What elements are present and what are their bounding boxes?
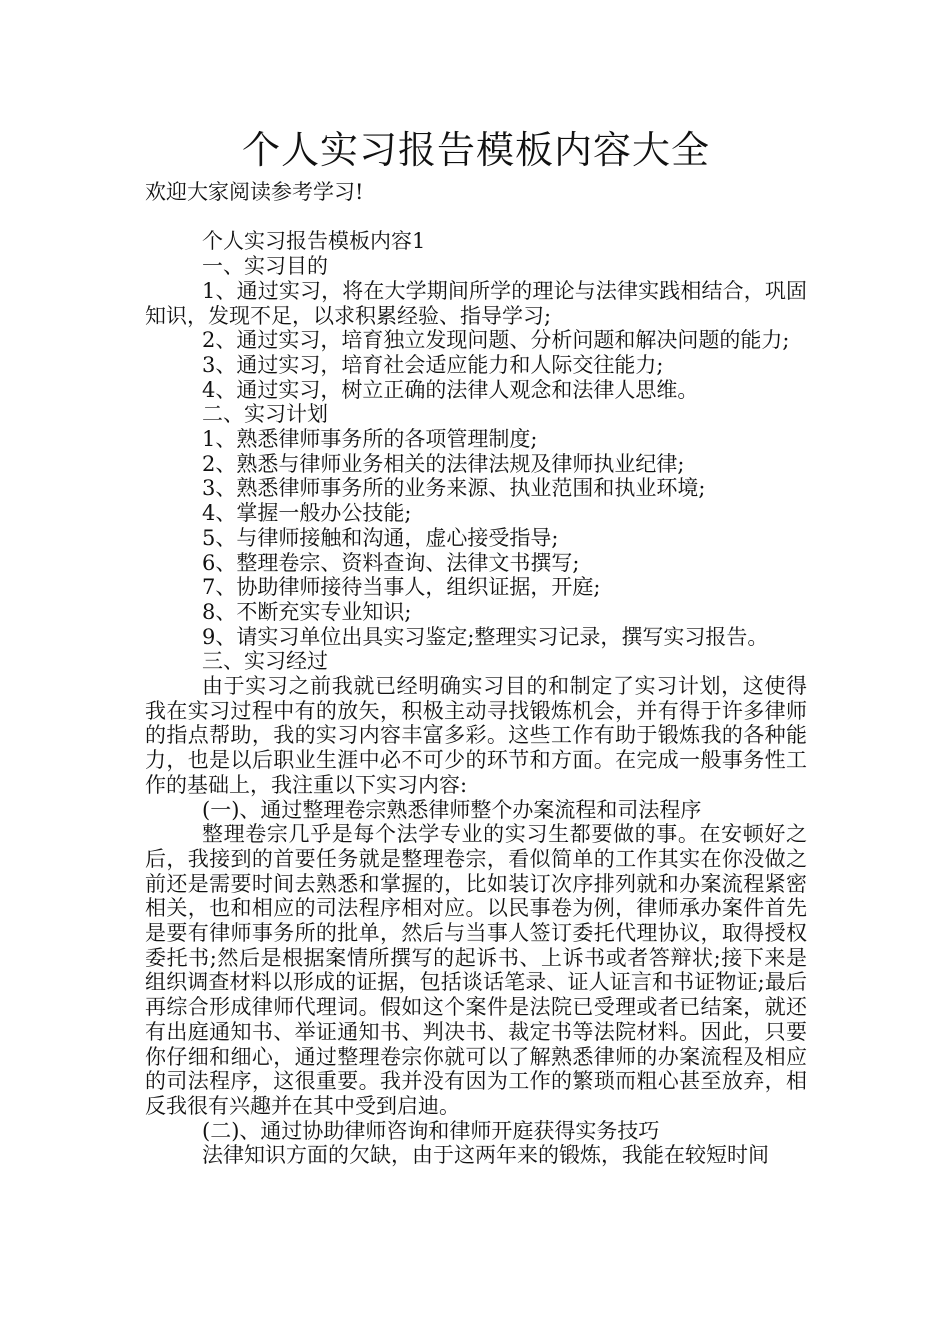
plan-item: 1、熟悉律师事务所的各项管理制度; bbox=[202, 427, 538, 452]
document-page bbox=[145, 120, 807, 1168]
body-paragraph: 法律知识方面的欠缺，由于这两年来的锻炼，我能在较短时间 bbox=[202, 1143, 769, 1168]
plan-item: 7、协助律师接待当事人，组织证据，开庭; bbox=[202, 575, 601, 600]
purpose-item: 3、通过实习，培育社会适应能力和人际交往能力; bbox=[202, 352, 664, 377]
purpose-item: 2、通过实习，培育独立发现问题、分析问题和解决问题的能力; bbox=[202, 328, 790, 353]
plan-item: 6、整理卷宗、资料查询、法律文书撰写; bbox=[202, 550, 580, 575]
subheading: (一)、通过整理卷宗熟悉律师整个办案流程和司法程序 bbox=[202, 797, 702, 822]
plan-item: 5、与律师接触和沟通，虚心接受指导; bbox=[202, 525, 559, 550]
purpose-item: 4、通过实习，树立正确的法律人观念和法律人思维。 bbox=[202, 377, 699, 402]
heading-process: 三、实习经过 bbox=[202, 649, 328, 674]
body-paragraph: 由于实习之前我就已经明确实习目的和制定了实习计划，这使得我在实习过程中有的放矢，积极主动寻找锻炼机会，并有得于许多律师的指点帮助，我的实习内容丰富多彩。这些工作有助于锻炼我的各种能力，也是以后职业生涯中必不可少的环节和方面。在完成一般事务性工作的基础上，我注重以下实习内容: bbox=[145, 674, 807, 797]
plan-item: 4、掌握一般办公技能; bbox=[202, 501, 412, 526]
blank-line bbox=[145, 205, 807, 230]
intro-line: 欢迎大家阅读参考学习! bbox=[145, 180, 364, 204]
heading-plan: 二、实习计划 bbox=[202, 402, 328, 427]
subheading: (二)、通过协助律师咨询和律师开庭获得实务技巧 bbox=[202, 1118, 660, 1143]
plan-item: 3、熟悉律师事务所的业务来源、执业范围和执业环境; bbox=[202, 476, 706, 501]
plan-item: 9、请实习单位出具实习鉴定;整理实习记录，撰写实习报告。 bbox=[202, 624, 769, 649]
document-title: 个人实习报告模板内容大全 bbox=[241, 128, 710, 172]
purpose-item: 1、通过实习，将在大学期间所学的理论与法律实践相结合，巩固知识，发现不足，以求积累经验、指导学习; bbox=[145, 278, 807, 328]
body-paragraph: 整理卷宗几乎是每个法学专业的实习生都要做的事。在安顿好之后，我接到的首要任务就是整理卷宗，看似简单的工作其实在你没做之前还是需要时间去熟悉和掌握的，比如装订次序排列就和办案流程紧密相关，也和相应的司法程序相对应。以民事卷为例，律师承办案件首先是要有律师事务所的批单，然后与当事人签订委托代理协议，取得授权委托书;然后是根据案情所撰写的起诉书、上诉书或者答辩状;接下来是组织调查材料以形成的证据，包括谈话笔录、证人证言和书证物证;最后再综合形成律师代理词。假如这个案件是法院已受理或者已结案，就还有出庭通知书、举证通知书、判决书、裁定书等法院材料。因此，只要你仔细和细心，通过整理卷宗你就可以了解熟悉律师的办案流程及相应的司法程序，这很重要。我并没有因为工作的繁琐而粗心甚至放弃，相反我很有兴趣并在其中受到启迪。 bbox=[145, 822, 807, 1118]
heading-purpose: 一、实习目的 bbox=[202, 254, 328, 279]
plan-item: 8、不断充实专业知识; bbox=[202, 599, 412, 624]
section-heading: 个人实习报告模板内容1 bbox=[202, 229, 426, 254]
plan-item: 2、熟悉与律师业务相关的法律法规及律师执业纪律; bbox=[202, 451, 685, 476]
